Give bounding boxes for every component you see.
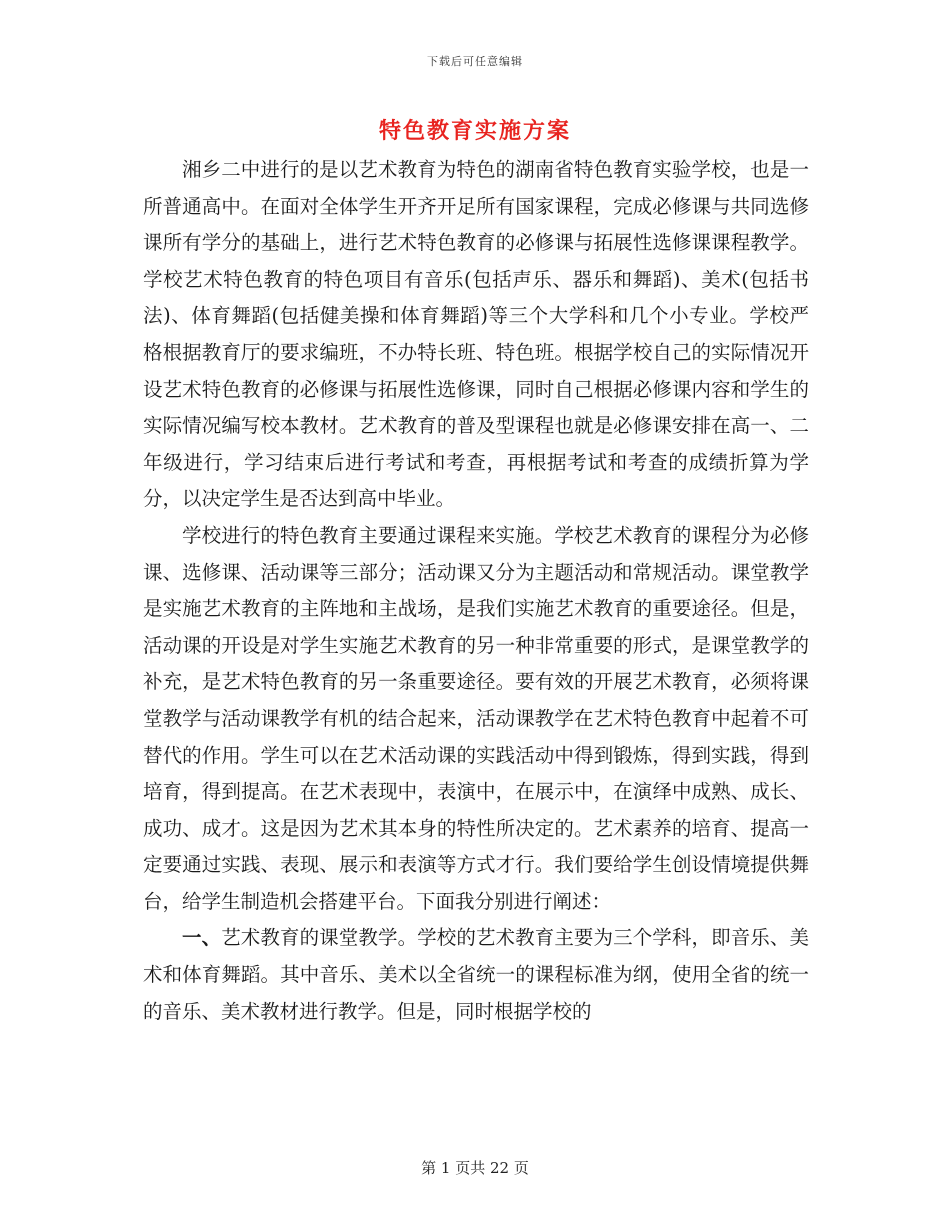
page-footer: 第 1 页共 22 页: [421, 1159, 529, 1177]
paragraph-1: [143, 152, 809, 518]
header-note: 下载后可任意编辑: [427, 55, 523, 68]
paragraph-1-text: 湘乡二中进行的是以艺术教育为特色的湖南省特色教育实验学校，也是一所普通高中。在面对全体学生开齐开足所有国家课程，完成必修课与共同选修课所有学分的基础上，进行艺术特色教育的必修课与拓展性选修课课程教学。学校艺术特色教育的特色项目有音乐(包括声乐、器乐和舞蹈)、美术(包括书法)、体育舞蹈(包括健美操和体育舞蹈)等三个大学科和几个小专业。学校严格根据教育厅的要求编班，不办特长班、特色班。根据学校自己的实际情况开设艺术特色教育的必修课与拓展性选修课，同时自己根据必修课内容和学生的实际情况编写校本教材。艺术教育的普及型课程也就是必修课安排在高一、二年级进行，学习结束后进行考试和考查，再根据考试和考查的成绩折算为学分，以决定学生是否达到高中毕业。: [143, 158, 809, 511]
section-number: 一、: [182, 926, 222, 950]
document-body: [143, 152, 809, 1030]
paragraph-2-text: 学校进行的特色教育主要通过课程来实施。学校艺术教育的课程分为必修课、选修课、活动课等三部分；活动课又分为主题活动和常规活动。课堂教学是实施艺术教育的主阵地和主战场，是我们实施艺术教育的重要途径。但是，活动课的开设是对学生实施艺术教育的另一种非常重要的形式，是课堂教学的补充，是艺术特色教育的另一条重要途径。要有效的开展艺术教育，必须将课堂教学与活动课教学有机的结合起来，活动课教学在艺术特色教育中起着不可替代的作用。学生可以在艺术活动课的实践活动中得到锻炼，得到实践，得到培育，得到提高。在艺术表现中，表演中，在展示中，在演绎中成熟、成长、成功、成才。这是因为艺术其本身的特性所决定的。艺术素养的培育、提高一定要通过实践、表现、展示和表演等方式才行。我们要给学生创设情境提供舞台，给学生制造机会搭建平台。下面我分别进行阐述：: [143, 523, 809, 913]
document-title: 特色教育实施方案: [378, 118, 571, 144]
paragraph-3: [143, 920, 809, 1030]
paragraph-2: [143, 518, 809, 921]
paragraph-3-text: 艺术教育的课堂教学。学校的艺术教育主要为三个学科，即音乐、美术和体育舞蹈。其中音乐、美术以全省统一的课程标准为纲，使用全省的统一的音乐、美术教材进行教学。但是，同时根据学校的: [143, 926, 809, 1023]
